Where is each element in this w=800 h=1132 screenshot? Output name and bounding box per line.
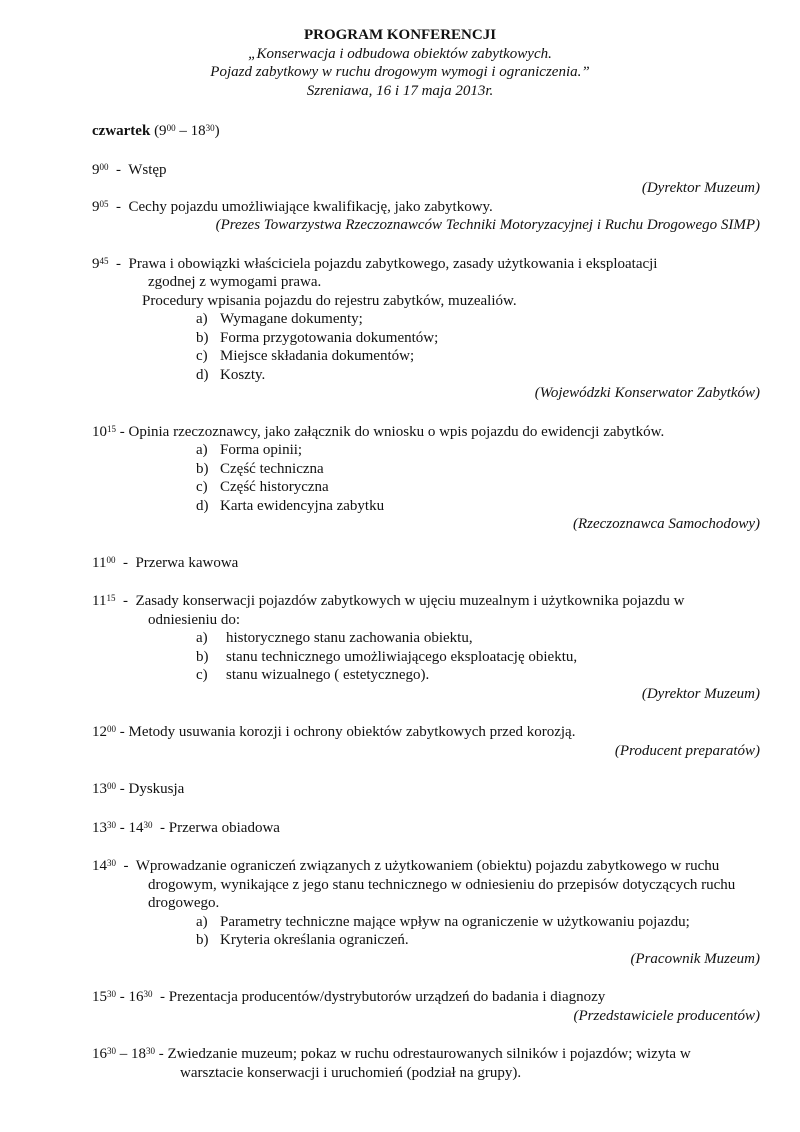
document-header bbox=[40, 26, 760, 100]
item-minutes: 00 bbox=[107, 724, 116, 734]
day-close: ) bbox=[214, 123, 220, 139]
list-text: Forma opinii; bbox=[220, 442, 303, 458]
item-text: - Metody usuwania korozji i ochrony obiektów zabytkowych przed korozją. bbox=[116, 724, 576, 740]
list-marker: c) bbox=[196, 667, 208, 683]
item-end-minutes: 30 bbox=[146, 1046, 155, 1056]
item-end-hour: - 14 bbox=[116, 819, 144, 836]
item-text-continuation: zgodnej z wymogami prawa. bbox=[148, 274, 322, 290]
day-open: (9 bbox=[154, 123, 167, 139]
agenda-item-coffee-break bbox=[92, 554, 760, 573]
item-minutes: 15 bbox=[107, 423, 116, 434]
item-text: - Prawa i obowiązki właściciela pojazdu zabytkowego, zasady użytkowania i eksploatacji bbox=[108, 255, 658, 272]
item-text-continuation-1: drogowym, wynikające z jego stanu technicznego w odniesieniu do przepisów dotyczących ruchu bbox=[148, 876, 736, 893]
item-sublist bbox=[92, 913, 760, 950]
list-marker: a) bbox=[196, 442, 208, 458]
item-end-minutes: 30 bbox=[143, 989, 153, 999]
list-item bbox=[196, 629, 760, 648]
list-item bbox=[196, 666, 760, 685]
agenda-item-corrosion-methods bbox=[92, 723, 760, 760]
item-hour: 13 bbox=[92, 781, 107, 797]
item-speaker: (Producent preparatów) bbox=[614, 742, 760, 759]
list-item bbox=[196, 310, 760, 329]
list-marker: b) bbox=[196, 648, 209, 665]
list-marker: c) bbox=[196, 348, 208, 364]
document-title: PROGRAM KONFERENCJI bbox=[303, 27, 497, 43]
list-item bbox=[196, 648, 760, 667]
item-end-hour: - 16 bbox=[116, 989, 144, 1005]
item-procedure-line: Procedury wpisania pojazdu do rejestru zabytków, muzealiów. bbox=[142, 292, 517, 309]
item-text: - Zasady konserwacji pojazdów zabytkowych w ujęciu muzealnym i użytkownika pojazdu w bbox=[115, 593, 685, 609]
agenda-item-discussion bbox=[92, 780, 760, 799]
list-text: Wymagane dokumenty; bbox=[220, 311, 363, 327]
list-item bbox=[196, 460, 760, 479]
item-text: - Opinia rzeczoznawcy, jako załącznik do wniosku o wpis pojazdu do ewidencji zabytków. bbox=[116, 423, 665, 440]
item-hour: 16 bbox=[92, 1046, 107, 1062]
item-text-continuation-2: drogowego. bbox=[148, 895, 220, 911]
list-text: historycznego stanu zachowania obiektu, bbox=[226, 630, 473, 646]
item-hour: 11 bbox=[92, 593, 107, 609]
conference-place-date: Szreniawa, 16 i 17 maja 2013r. bbox=[306, 82, 494, 99]
list-marker: b) bbox=[196, 932, 209, 948]
item-text: - Wprowadzanie ograniczeń związanych z użytkowaniem (obiektu) pojazdu zabytkowego w ruchu bbox=[116, 858, 720, 874]
item-hour: 9 bbox=[92, 198, 100, 215]
list-marker: d) bbox=[196, 366, 209, 383]
item-speaker: (Przedstawiciele producentów) bbox=[573, 1007, 760, 1024]
item-hour: 9 bbox=[92, 161, 100, 178]
agenda-item-restrictions bbox=[92, 857, 760, 968]
item-text: - Przerwa obiadowa bbox=[152, 819, 280, 836]
item-text-continuation: warsztacie konserwacji i uruchomień (podział na grupy). bbox=[180, 1064, 522, 1081]
list-text: Karta ewidencyjna zabytku bbox=[220, 497, 385, 514]
list-marker: a) bbox=[196, 913, 208, 930]
item-minutes: 30 bbox=[107, 858, 116, 868]
item-text: - Wstęp bbox=[108, 161, 167, 178]
day-start-minutes: 00 bbox=[166, 123, 176, 133]
item-text: - Zwiedzanie muzeum; pokaz w ruchu odrestaurowanych silników i pojazdów; wizyta w bbox=[155, 1046, 691, 1062]
item-text: - Przerwa kawowa bbox=[115, 554, 239, 571]
item-minutes: 05 bbox=[99, 198, 109, 209]
list-text: Kryteria określania ograniczeń. bbox=[220, 932, 409, 948]
item-hour: 12 bbox=[92, 724, 107, 740]
day-name: czwartek bbox=[92, 123, 151, 139]
agenda-item-lunch-break bbox=[92, 819, 760, 838]
item-minutes: 00 bbox=[99, 161, 109, 172]
list-marker: a) bbox=[196, 311, 208, 327]
item-minutes: 00 bbox=[106, 554, 116, 565]
list-item bbox=[196, 347, 760, 366]
item-text: - Prezentacja producentów/dystrybutorów urządzeń do badania i diagnozy bbox=[152, 989, 606, 1005]
item-sublist bbox=[92, 629, 760, 685]
day-end-minutes: 30 bbox=[205, 123, 215, 133]
list-item bbox=[196, 931, 760, 950]
item-minutes: 30 bbox=[107, 989, 116, 999]
item-text: - Dyskusja bbox=[116, 781, 185, 797]
list-marker: d) bbox=[196, 497, 209, 514]
item-hour: 11 bbox=[92, 554, 107, 571]
agenda-item-conservation-rules bbox=[92, 592, 760, 703]
item-speaker: (Dyrektor Muzeum) bbox=[641, 685, 760, 702]
item-end-hour: – 18 bbox=[116, 1046, 146, 1062]
conference-subtitle-line-1: „Konserwacja i odbudowa obiektów zabytkowych. bbox=[248, 45, 552, 62]
list-item bbox=[196, 441, 760, 460]
item-hour: 15 bbox=[92, 989, 107, 1005]
item-minutes: 30 bbox=[107, 819, 116, 830]
list-item bbox=[196, 497, 760, 516]
day-dash: – 18 bbox=[175, 123, 206, 139]
list-marker: c) bbox=[196, 479, 208, 495]
item-speaker: (Wojewódzki Konserwator Zabytków) bbox=[534, 385, 760, 401]
item-speaker: (Prezes Towarzystwa Rzeczoznawców Techniki Motoryzacyjnej i Ruchu Drogowego SIMP) bbox=[215, 217, 760, 233]
item-minutes: 15 bbox=[106, 593, 116, 603]
list-marker: b) bbox=[196, 329, 209, 346]
item-end-minutes: 30 bbox=[143, 819, 153, 830]
item-sublist bbox=[92, 441, 760, 515]
agenda-item-vehicle-features bbox=[92, 198, 760, 235]
item-hour: 10 bbox=[92, 423, 107, 440]
item-minutes: 30 bbox=[107, 1046, 116, 1056]
item-hour: 9 bbox=[92, 255, 100, 272]
agenda-item-museum-tour bbox=[92, 1045, 760, 1082]
list-text: stanu technicznego umożliwiającego eksploatację obiektu, bbox=[226, 648, 578, 665]
item-hour: 14 bbox=[92, 858, 107, 874]
list-text: Koszty. bbox=[220, 366, 266, 383]
item-text: - Cechy pojazdu umożliwiające kwalifikację, jako zabytkowy. bbox=[108, 198, 493, 215]
agenda-item-presentation bbox=[92, 988, 760, 1025]
item-minutes: 00 bbox=[107, 781, 116, 791]
list-text: Forma przygotowania dokumentów; bbox=[220, 329, 439, 346]
list-marker: a) bbox=[196, 630, 208, 646]
list-text: Część historyczna bbox=[220, 479, 329, 495]
list-text: Miejsce składania dokumentów; bbox=[220, 348, 415, 364]
list-item bbox=[196, 329, 760, 348]
item-sublist bbox=[92, 310, 760, 384]
list-text: stanu wizualnego ( estetycznego). bbox=[226, 667, 430, 683]
item-minutes: 45 bbox=[99, 255, 109, 266]
day-heading bbox=[92, 122, 760, 141]
agenda-item-welcome bbox=[92, 161, 760, 198]
item-speaker: (Dyrektor Muzeum) bbox=[641, 180, 760, 196]
agenda-item-owner-rights bbox=[92, 255, 760, 403]
item-hour: 13 bbox=[92, 819, 107, 836]
agenda-item-expert-opinion bbox=[92, 423, 760, 534]
list-item bbox=[196, 913, 760, 932]
list-marker: b) bbox=[196, 460, 209, 477]
conference-subtitle-line-2: Pojazd zabytkowy w ruchu drogowym wymogi i ograniczenia.” bbox=[210, 64, 590, 80]
list-text: Parametry techniczne mające wpływ na ograniczenie w użytkowaniu pojazdu; bbox=[220, 913, 690, 930]
item-speaker: (Pracownik Muzeum) bbox=[630, 950, 760, 967]
list-item bbox=[196, 366, 760, 385]
list-text: Część techniczna bbox=[220, 460, 324, 477]
list-item bbox=[196, 478, 760, 497]
item-text-continuation: odniesieniu do: bbox=[148, 611, 241, 628]
item-speaker: (Rzeczoznawca Samochodowy) bbox=[572, 516, 760, 532]
